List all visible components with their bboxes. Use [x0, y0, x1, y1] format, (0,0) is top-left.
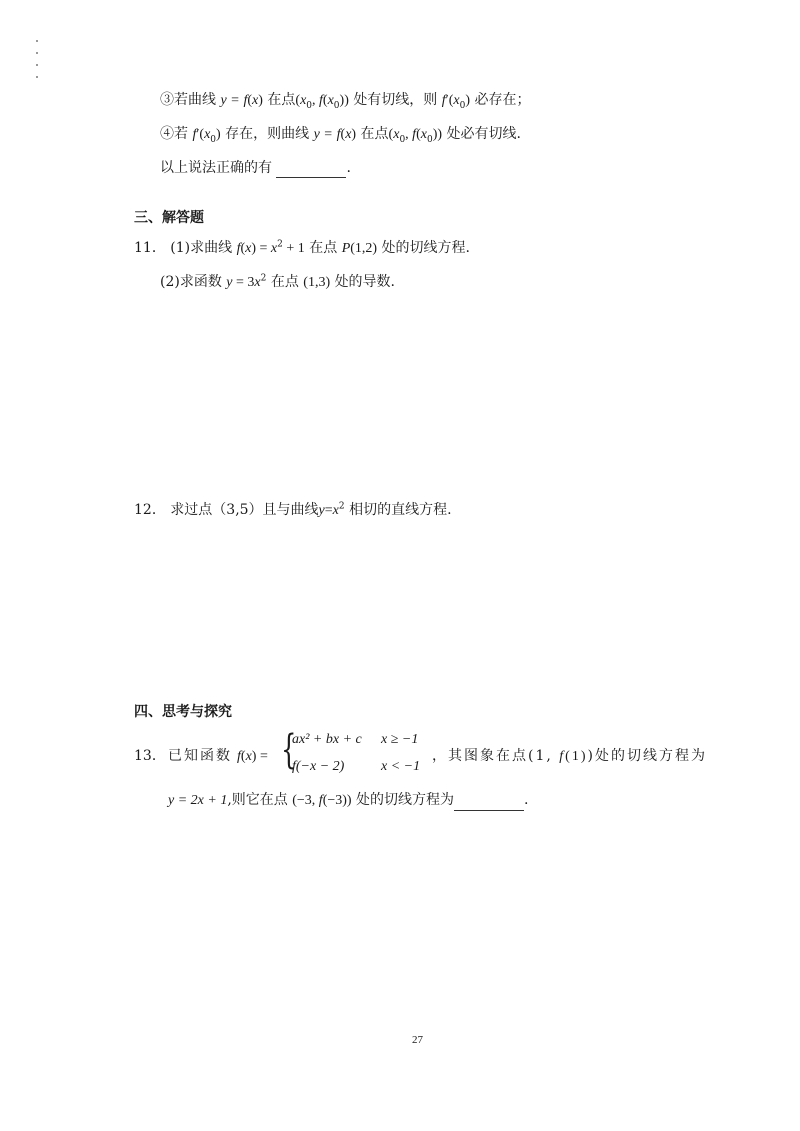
question-11-part-2: (2)求函数 $y = 3x^2$ 在点 (1,3) 处的导数. — [160, 273, 396, 290]
question-12-text-a: 求过点（3,5）且与曲线 — [170, 502, 319, 518]
question-13-function-lhs: f(x) = — [237, 749, 268, 764]
question-11-part-1-a: (1)求曲线 — [170, 240, 233, 256]
question-11-part-1-b: 在点 — [309, 240, 338, 256]
question-13-number: 13． — [134, 748, 166, 764]
statement-3-end: 必存在； — [474, 92, 531, 108]
statement-3-mid1: 在点 — [267, 92, 296, 108]
question-13-tangent-equation: y = 2x + 1 — [168, 793, 228, 808]
question-13-text-c: )处的切线方程为 — [587, 748, 707, 764]
question-12: 12． 求过点（3,5）且与曲线$y=x^2$ 相切的直线方程. — [134, 501, 452, 518]
question-13-period: . — [524, 792, 529, 808]
piecewise-case-2-condition: x < −1 — [381, 759, 421, 774]
question-13-line-2: y = 2x + 1,则它在点 (−3, f(−3)) 处的切线方程为 . — [168, 790, 528, 811]
margin-mark — [36, 76, 38, 78]
question-11-part-2-c: 处的导数. — [334, 274, 396, 290]
margin-mark — [36, 52, 38, 54]
question-13-text-a: 已知函数 — [168, 748, 232, 764]
question-12-text-b: 相切的直线方程. — [349, 502, 452, 518]
question-11-part-2-a: (2)求函数 — [160, 274, 222, 290]
question-13-line-2-b: ,则它在点 — [227, 792, 288, 808]
statement-4-prefix: ④若 — [160, 126, 188, 142]
question-11-part-1-c: 处的切线方程. — [381, 240, 470, 256]
statement-3-mid2: 处有切线，则 — [353, 92, 438, 108]
margin-mark — [36, 64, 38, 66]
answer-blank[interactable] — [276, 163, 346, 178]
question-13-continuation: ，其图象在点(1, f(1))处的切线方程为 — [432, 748, 707, 764]
piecewise-brace: { — [281, 727, 297, 773]
statement-4-mid2: 在点 — [360, 126, 389, 142]
question-13-line-2-c: 处的切线方程为 — [356, 792, 455, 808]
statement-3-prefix: ③若曲线 — [160, 92, 216, 108]
statement-3: ③若曲线 y = f(x) 在点($x_0$, $f(x_0)$) 处有切线，则 $f'(x_0)$ 必存在； — [160, 92, 531, 111]
section-3-heading: 三、解答题 — [134, 210, 204, 226]
question-11-number: 11． — [134, 240, 166, 256]
piecewise-case-1-expr: ax² + bx + c — [292, 732, 362, 747]
page-number: 27 — [412, 1034, 423, 1046]
conclusion-text: 以上说法正确的有 — [160, 160, 272, 176]
question-13-text-b: ，其图象在点(1, — [432, 748, 553, 764]
margin-mark — [36, 40, 38, 42]
section-4-heading: 四、思考与探究 — [134, 704, 232, 720]
statement-4: ④若 $f'(x_0)$ 存在，则曲线 y = f(x) 在点($x_0$, $f(x_0)$) 处必有切线. — [160, 126, 521, 145]
conclusion-period: . — [346, 160, 351, 176]
question-11-part-2-b: 在点 — [270, 274, 299, 290]
statement-4-end: 处必有切线. — [446, 126, 521, 142]
question-12-number: 12． — [134, 502, 166, 518]
question-11-part-1: 11． (1)求曲线 $f(x) = x^2 + 1$ 在点 P(1,2) 处的切线方程. — [134, 239, 470, 256]
piecewise-case-1-condition: x ≥ −1 — [381, 732, 419, 747]
statement-4-mid1: 存在，则曲线 — [225, 126, 310, 142]
question-13-answer-blank[interactable] — [454, 796, 524, 811]
conclusion-line — [160, 158, 351, 178]
piecewise-case-2-expr: f(−x − 2) — [292, 759, 345, 774]
